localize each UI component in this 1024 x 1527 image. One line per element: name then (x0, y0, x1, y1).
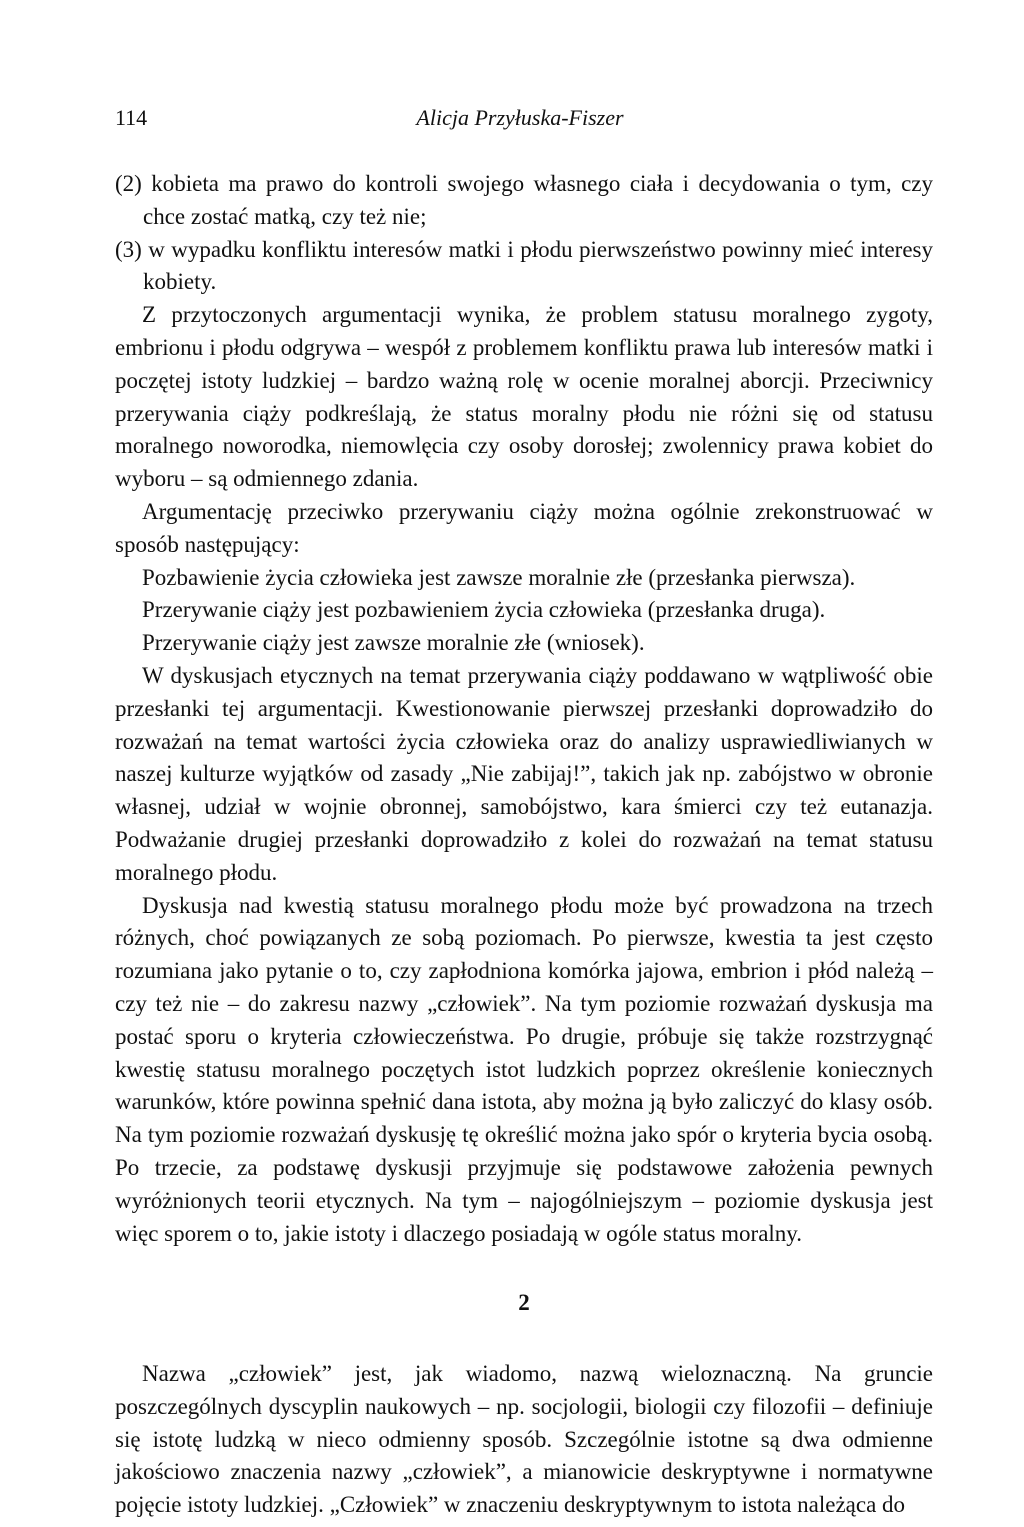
list-item: (3) w wypadku konfliktu interesów matki i płodu pierwszeństwo powinny mieć interesy kobiety. (115, 236, 933, 295)
paragraph: W dyskusjach etycznych na temat przerywania ciąży poddawano w wątpliwość obie przesłanki tej argumentacji. Kwestionowanie pierwszej przesłanki doprowadziło do rozważań na temat wartości życia człowieka oraz do analizy usprawiedliwianych w naszej kulturze wyjątków od zasady „Nie zabijaj!”, takich jak np. zabójstwo w obronie własnej, udział w wojnie obronnej, samobójstwo, kara śmierci czy też eutanazja. Podważanie drugiej przesłanki doprowadziło z kolei do rozważań na temat statusu moralnego płodu. (115, 662, 933, 885)
running-header (115, 105, 925, 135)
running-title: Alicja Przyłuska-Fiszer (416, 105, 624, 130)
paragraph: Dyskusja nad kwestią statusu moralnego płodu może być prowadzona na trzech różnych, choć powiązanych ze sobą poziomach. Po pierwsze, kwestia ta jest często rozumiana jako pytanie o to, czy zapłodniona komórka jajowa, embrion i płód należą – czy też nie – do zakresu nazwy „człowiek”. Na tym poziomie rozważań dyskusja ma postać sporu o kryteria człowieczeństwa. Po drugie, próbuje się także rozstrzygnąć kwestię statusu moralnego poczętych istot ludzkich poprzez określenie koniecznych warunków, które powinna spełnić dana istota, aby można ją było zaliczyć do klasy osób. Na tym poziomie rozważań dyskusję tę określić można jako spór o kryteria bycia osobą. Po trzecie, za podstawę dyskusji przyjmuje się podstawowe założenia pewnych wyróżnionych teorii etycznych. Na tym – najogólniejszym – poziomie dyskusja jest więc sporem o to, jakie istoty i dlaczego posiadają w ogóle status moralny. (115, 892, 933, 1246)
list-item: (2) kobieta ma prawo do kontroli swojego własnego ciała i decydowania o tym, czy chce zostać matką, czy też nie; (115, 171, 933, 229)
premise-second: Przerywanie ciąży jest pozbawieniem życia człowieka (przesłanka druga). (142, 597, 826, 623)
paragraph: Z przytoczonych argumentacji wynika, że problem statusu moralnego zygoty, embrionu i płodu odgrywa – wespół z problemem konfliktu prawa lub interesów matki i poczętej istoty ludzkiej – bardzo ważną rolę w ocenie moralnej aborcji. Przeciwnicy przerywania ciąży podkreślają, że status moralny płodu nie różni się od statusu moralnego noworodka, niemowlęcia czy osoby dorosłej; zwolennicy prawa kobiet do wyboru – są odmiennego zdania. (115, 302, 933, 492)
paragraph: Nazwa „człowiek” jest, jak wiadomo, nazwą wieloznaczną. Na gruncie poszczególnych dyscyplin naukowych – np. socjologii, biologii czy filozofii – definiuje się istotę ludzką w nieco odmienny sposób. Szczególnie istotne są dwa odmienne jakościowo znaczenia nazwy „człowiek”, a mianowicie deskryptywne i normatywne pojęcie istoty ludzkiej. „Człowiek” w znaczeniu deskryptywnym to istota należąca do (115, 1361, 933, 1518)
section-number: 2 (518, 1290, 530, 1316)
paragraph: Argumentację przeciwko przerywaniu ciąży można ogólnie zrekonstruować w sposób następujący: (115, 498, 933, 557)
conclusion: Przerywanie ciąży jest zawsze moralnie złe (wniosek). (142, 630, 645, 656)
body-text (115, 168, 933, 1522)
page-number: 114 (115, 105, 148, 130)
premise-first: Pozbawienie życia człowieka jest zawsze moralnie złe (przesłanka pierwsza). (142, 564, 856, 590)
